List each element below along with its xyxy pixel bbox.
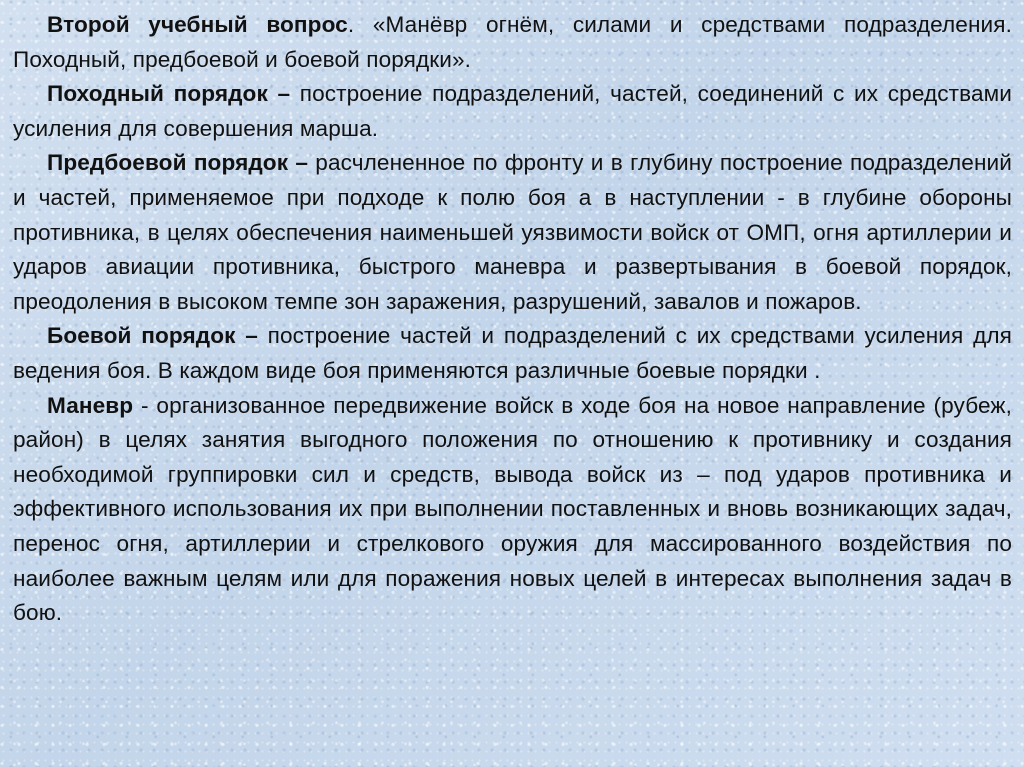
paragraph-march-order xyxy=(13,77,1012,146)
slide-text-body xyxy=(13,8,1012,763)
paragraph-maneuver xyxy=(13,389,1012,631)
paragraph-battle-order xyxy=(13,319,1012,388)
term-march-order: Походный порядок – xyxy=(47,81,291,107)
term-pre-battle-order: Предбоевой порядок – xyxy=(47,150,309,176)
term-second-question: Второй учебный вопрос xyxy=(47,12,348,37)
text-maneuver: - организованное передвижение войск в ходе боя на новое направление (рубеж, район) в целях занятия выгодного положения по отношению к противнику и создания необходимой группировки сил и средств, вывода войск из – под ударов противника и эффективного использования их при выполнении поставленных и вновь возникающих задач, перенос огня, артиллерии и стрелкового оружия для массированного воздействия по наиболее важным целям или для поражения новых целей в интересах выполнения задач в бою. xyxy=(13,392,1012,626)
term-battle-order: Боевой порядок – xyxy=(47,323,258,349)
paragraph-pre-battle-order xyxy=(13,146,1012,319)
text-pre-battle-order: расчлененное по фронту и в глубину построение подразделений и частей, применяемое при подходе к полю боя а в наступлении - в глубине обороны противника, в целях обеспечения наименьшей уязвимости войск от ОМП, огня артиллерии и ударов авиации противника, быстрого маневра и развертывания в боевой порядок, преодоления в высоком темпе зон заражения, разрушений, завалов и пожаров. xyxy=(13,150,1012,314)
text-battle-order: построение частей и подразделений с их средствами усиления для ведения боя. В каждом виде боя применяются различные боевые порядки . xyxy=(13,323,1012,383)
paragraph-second-question xyxy=(13,8,1012,77)
term-maneuver: Маневр xyxy=(47,392,134,418)
text-march-order: построение подразделений, частей, соединений с их средствами усиления для совершения марша. xyxy=(13,81,1012,141)
text-second-question: . «Манёвр огнём, силами и средствами подразделения. Походный, предбоевой и боевой порядки». xyxy=(13,12,1012,72)
